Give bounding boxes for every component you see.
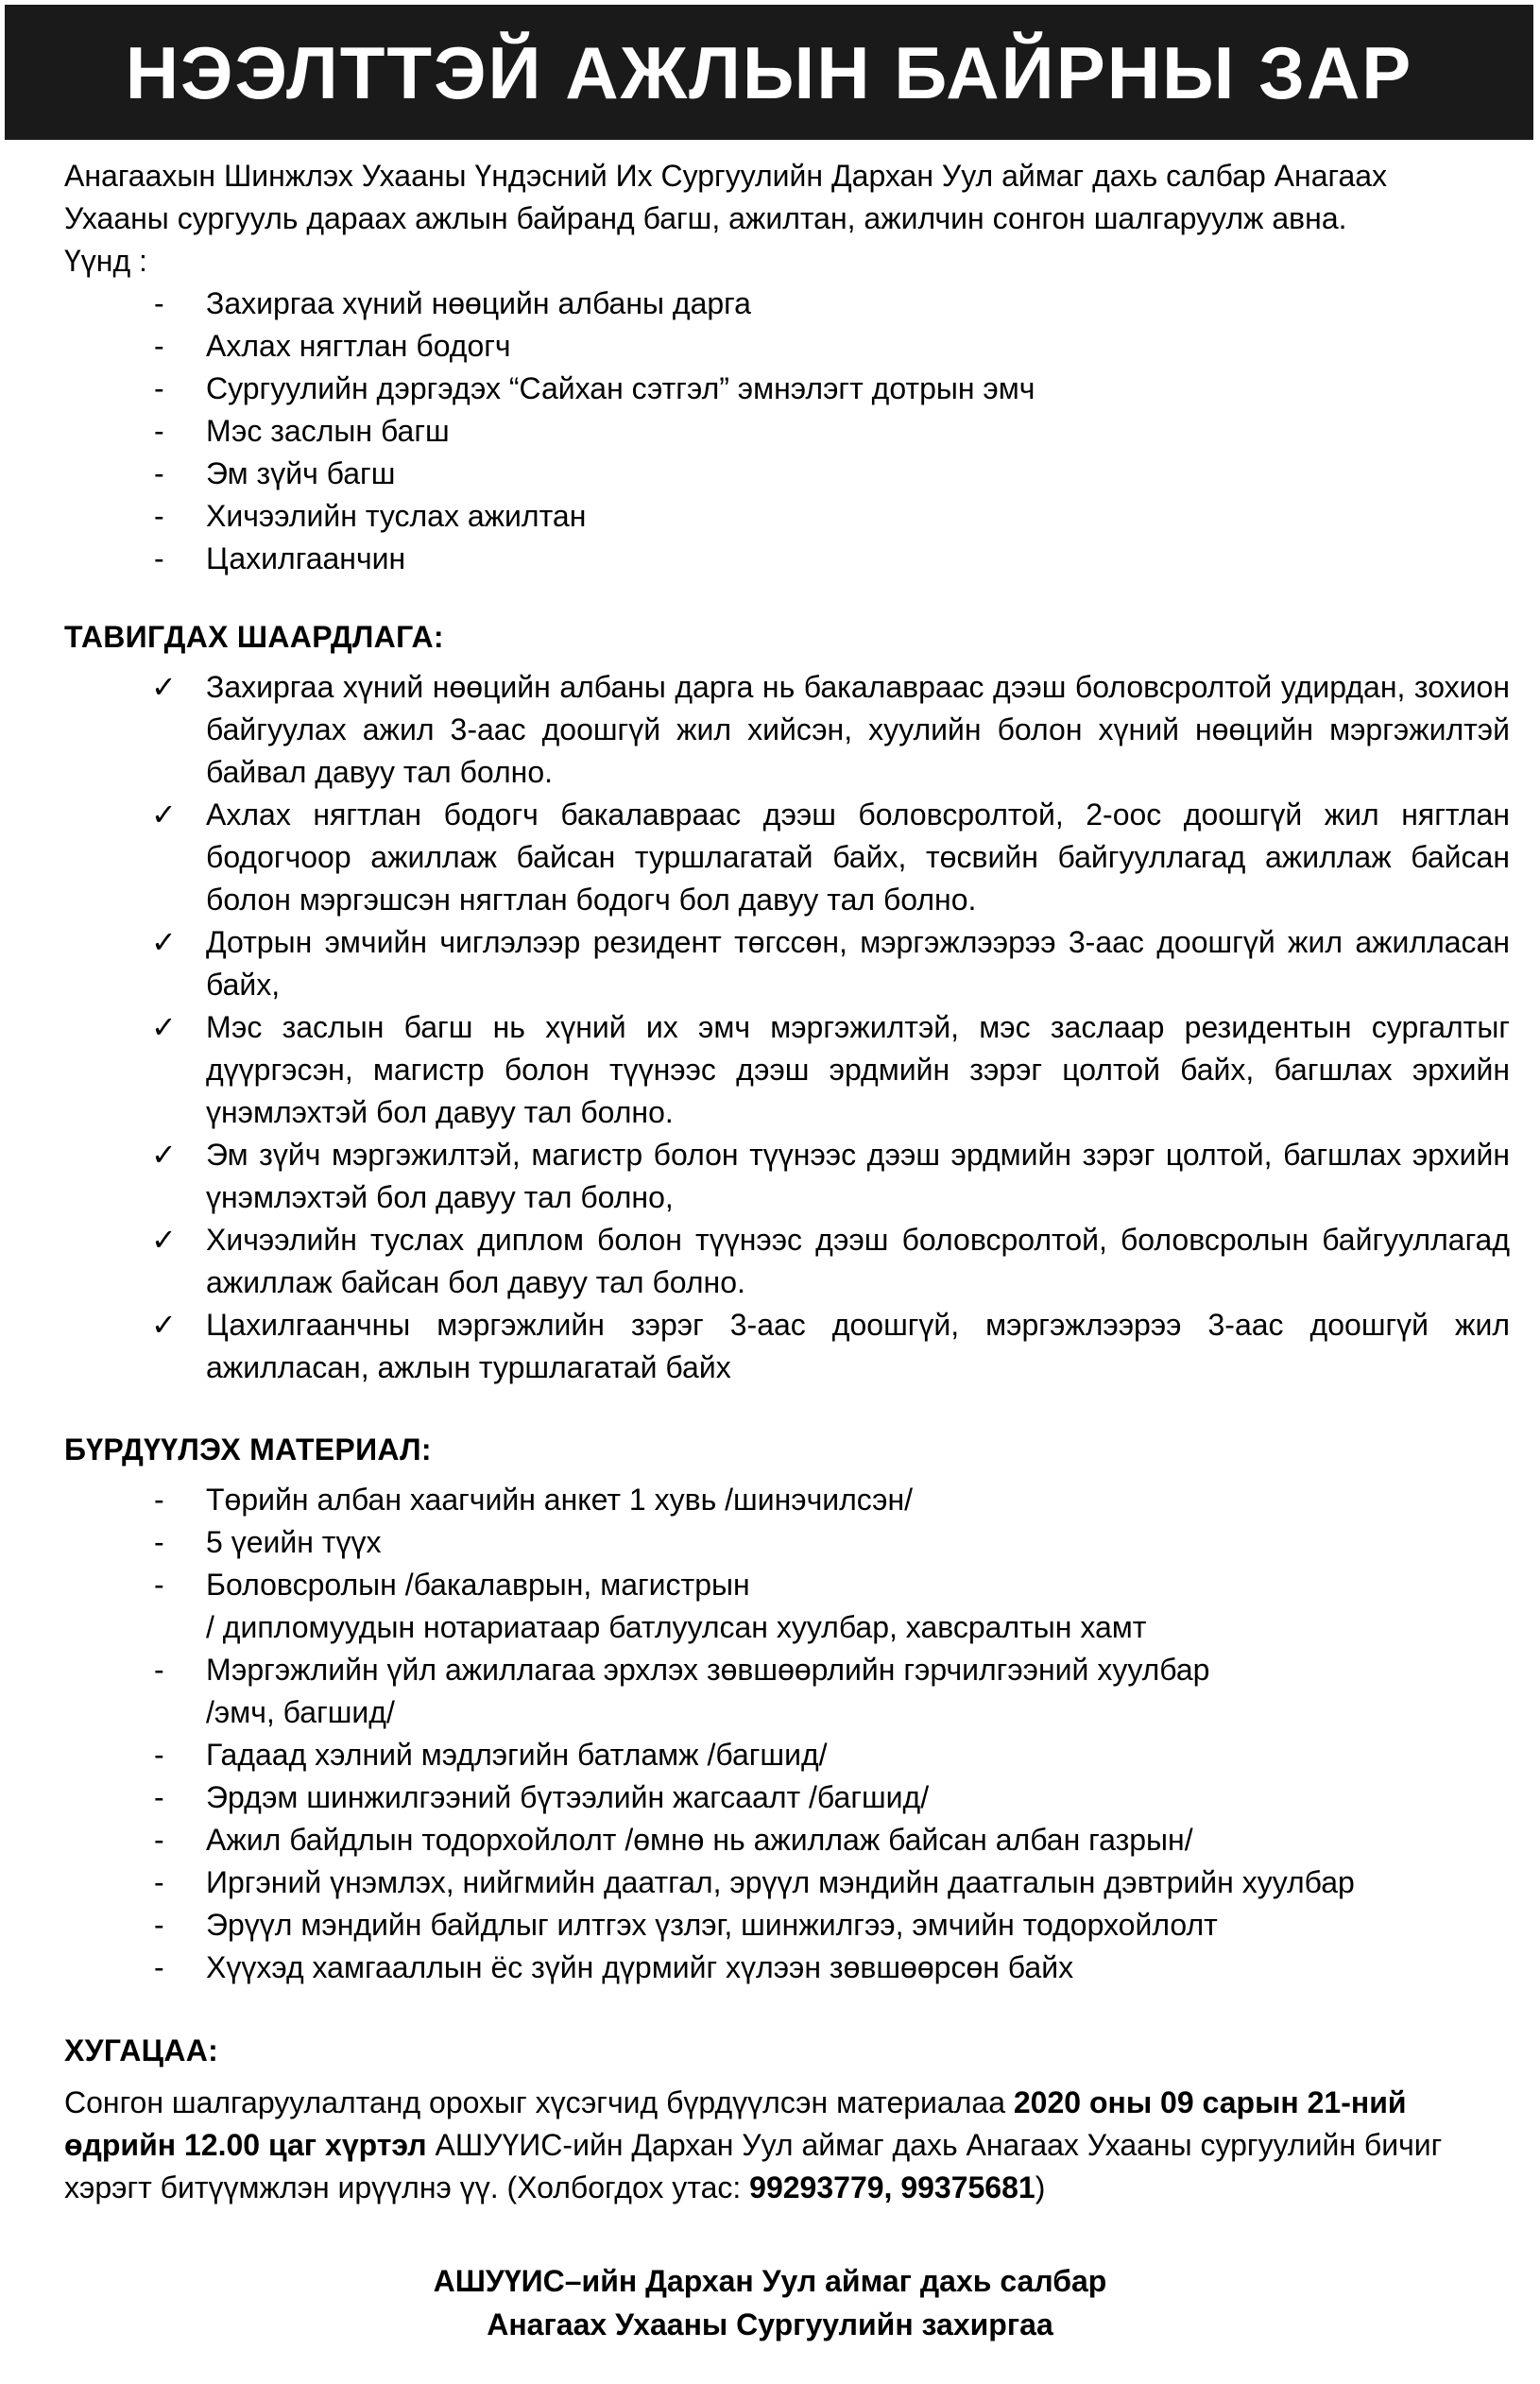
materials-section xyxy=(64,1429,1510,1989)
intro-line-1: Анагаахын Шинжлэх Ухааны Үндэсний Их Сургуулийн Дархан Уул аймаг дахь салбар Анагаах xyxy=(64,159,1388,193)
requirements-heading: ТАВИГДАХ ШААРДЛАГА: xyxy=(64,620,444,654)
list-item: - Боловсролын /бакалаврын, магистрын / дипломуудын нотариатаар батлуулсан хуулбар, хавсралтын хамт xyxy=(64,1564,1510,1649)
deadline-date: 2020 оны 09 сарын 21-ний өдрийн 12.00 цаг хүртэл xyxy=(64,2085,1407,2162)
deadline-heading: ХУГАЦАА: xyxy=(64,2033,219,2067)
intro-line-3: Үүнд : xyxy=(64,244,147,278)
list-item: - 5 үеийн түүх xyxy=(64,1521,1510,1564)
materials-heading: БҮРДҮҮЛЭХ МАТЕРИАЛ: xyxy=(64,1432,432,1466)
list-item: ✓ Эм зүйч мэргэжилтэй, магистр болон түүнээс дээш эрдмийн зэрэг цолтой, багшлах эрхийн үнэмлэхтэй бол давуу тал болно, xyxy=(64,1134,1510,1219)
contact-phones: 99293779, 99375681 xyxy=(749,2170,1035,2204)
list-item: - Мэс заслын багш xyxy=(64,410,1510,453)
list-item: ✓ Хичээлийн туслах диплом болон түүнээс дээш боловсролтой, боловсролын байгууллагад ажиллаж байсан бол давуу тал болно. xyxy=(64,1219,1510,1304)
list-item: - Гадаад хэлний мэдлэгийн батламж /багшид/ xyxy=(64,1734,1510,1776)
deadline-section xyxy=(64,2030,1510,2209)
checkmark-icon: ✓ xyxy=(151,670,177,704)
list-item: - Эм зүйч багш xyxy=(64,453,1510,495)
list-item: ✓ Цахилгаанчны мэргэжлийн зэрэг 3-аас доошгүй, мэргэжлээрээ 3-аас доошгүй жил ажилласан, ажлын туршлагатай байх xyxy=(64,1304,1510,1389)
list-item: - Ахлах нягтлан бодогч xyxy=(64,325,1510,368)
issuer-line-2: Анагаах Ухааны Сургуулийн захиргаа xyxy=(487,2307,1053,2341)
intro-section xyxy=(64,155,1510,580)
list-item: - Эрдэм шинжилгээний бүтээлийн жагсаалт /багшид/ xyxy=(64,1776,1510,1819)
list-item: ✓ Ахлах нягтлан бодогч бакалавраас дээш боловсролтой, 2-оос доошгүй жил нягтлан бодогчоор ажиллаж байсан туршлагатай байх, төсвийн байгууллагад ажиллаж байсан болон мэргэшсэн нягтлан бодогч бол давуу тал болно. xyxy=(64,794,1510,921)
list-item: - Төрийн албан хаагчийн анкет 1 хувь /шинэчилсэн/ xyxy=(64,1479,1510,1521)
issuer-line-1: АШУҮИС–ийн Дархан Уул аймаг дахь салбар xyxy=(433,2264,1107,2298)
checkmark-icon: ✓ xyxy=(151,1138,177,1172)
list-item: - Цахилгаанчин xyxy=(64,538,1510,580)
list-item: - Захиргаа хүний нөөцийн албаны дарга xyxy=(64,283,1510,325)
list-item: ✓ Мэс заслын багш нь хүний их эмч мэргэжилтэй, мэс заслаар резидентын сургалтыг дүүргэсэн, магистр болон түүнээс дээш эрдмийн зэрэг цолтой байх, багшлах эрхийн үнэмлэхтэй бол давуу тал болно. xyxy=(64,1006,1510,1134)
list-item: - Ажил байдлын тодорхойлолт /өмнө нь ажиллаж байсан албан газрын/ xyxy=(64,1819,1510,1861)
list-item: ✓ Захиргаа хүний нөөцийн албаны дарга нь бакалавраас дээш боловсролтой удирдан, зохион байгуулах ажил 3-аас доошгүй жил хийсэн, хуулийн болон хүний нөөцийн мэргэжилтэй байвал давуу тал болно. xyxy=(64,666,1510,794)
intro-line-2: Ухааны сургууль дараах ажлын байранд багш, ажилтан, ажилчин сонгон шалгаруулж авна. xyxy=(64,201,1347,235)
requirements-section xyxy=(64,616,1510,1389)
checkmark-icon: ✓ xyxy=(151,1010,177,1044)
list-item: - Хүүхэд хамгааллын ёс зүйн дүрмийг хүлээн зөвшөөрсөн байх xyxy=(64,1947,1510,1989)
list-item: ✓ Дотрын эмчийн чиглэлээр резидент төгссөн, мэргэжлээрээ 3-аас доошгүй жил ажилласан байх, xyxy=(64,921,1510,1006)
list-item: - Эрүүл мэндийн байдлыг илтгэх үзлэг, шинжилгээ, эмчийн тодорхойлолт xyxy=(64,1904,1510,1947)
list-item: - Хичээлийн туслах ажилтан xyxy=(64,495,1510,538)
requirements-list xyxy=(64,666,1510,1389)
title-banner xyxy=(5,5,1533,140)
list-item: - Иргэний үнэмлэх, нийгмийн даатгал, эрүүл мэндийн даатгалын дэвтрийн хуулбар xyxy=(64,1861,1510,1904)
list-item: - Сургуулийн дэргэдэх “Сайхан сэтгэл” эмнэлэгт дотрын эмч xyxy=(64,368,1510,410)
checkmark-icon: ✓ xyxy=(151,798,177,832)
issuer-signature xyxy=(0,2259,1540,2346)
positions-list xyxy=(64,283,1510,580)
checkmark-icon: ✓ xyxy=(151,1308,177,1342)
page-title: НЭЭЛТТЭЙ АЖЛЫН БАЙРНЫ ЗАР xyxy=(125,30,1413,114)
materials-list xyxy=(64,1479,1510,1989)
list-item: - Мэргэжлийн үйл ажиллагаа эрхлэх зөвшөөрлийн гэрчилгээний хуулбар /эмч, багшид/ xyxy=(64,1649,1510,1734)
deadline-paragraph: Сонгон шалгаруулалтанд орохыг хүсэгчид бүрдүүлсэн материалаа 2020 оны 09 сарын 21-ний өдрийн 12.00 цаг хүртэл АШУҮИС-ийн Дархан Уул аймаг дахь Анагаах Ухааны сургуулийн бичиг хэрэгт битүүмжлэн ирүүлнэ үү. (Холбогдох утас: 99293779, 99375681) xyxy=(64,2085,1443,2204)
checkmark-icon: ✓ xyxy=(151,925,177,959)
checkmark-icon: ✓ xyxy=(151,1223,177,1257)
